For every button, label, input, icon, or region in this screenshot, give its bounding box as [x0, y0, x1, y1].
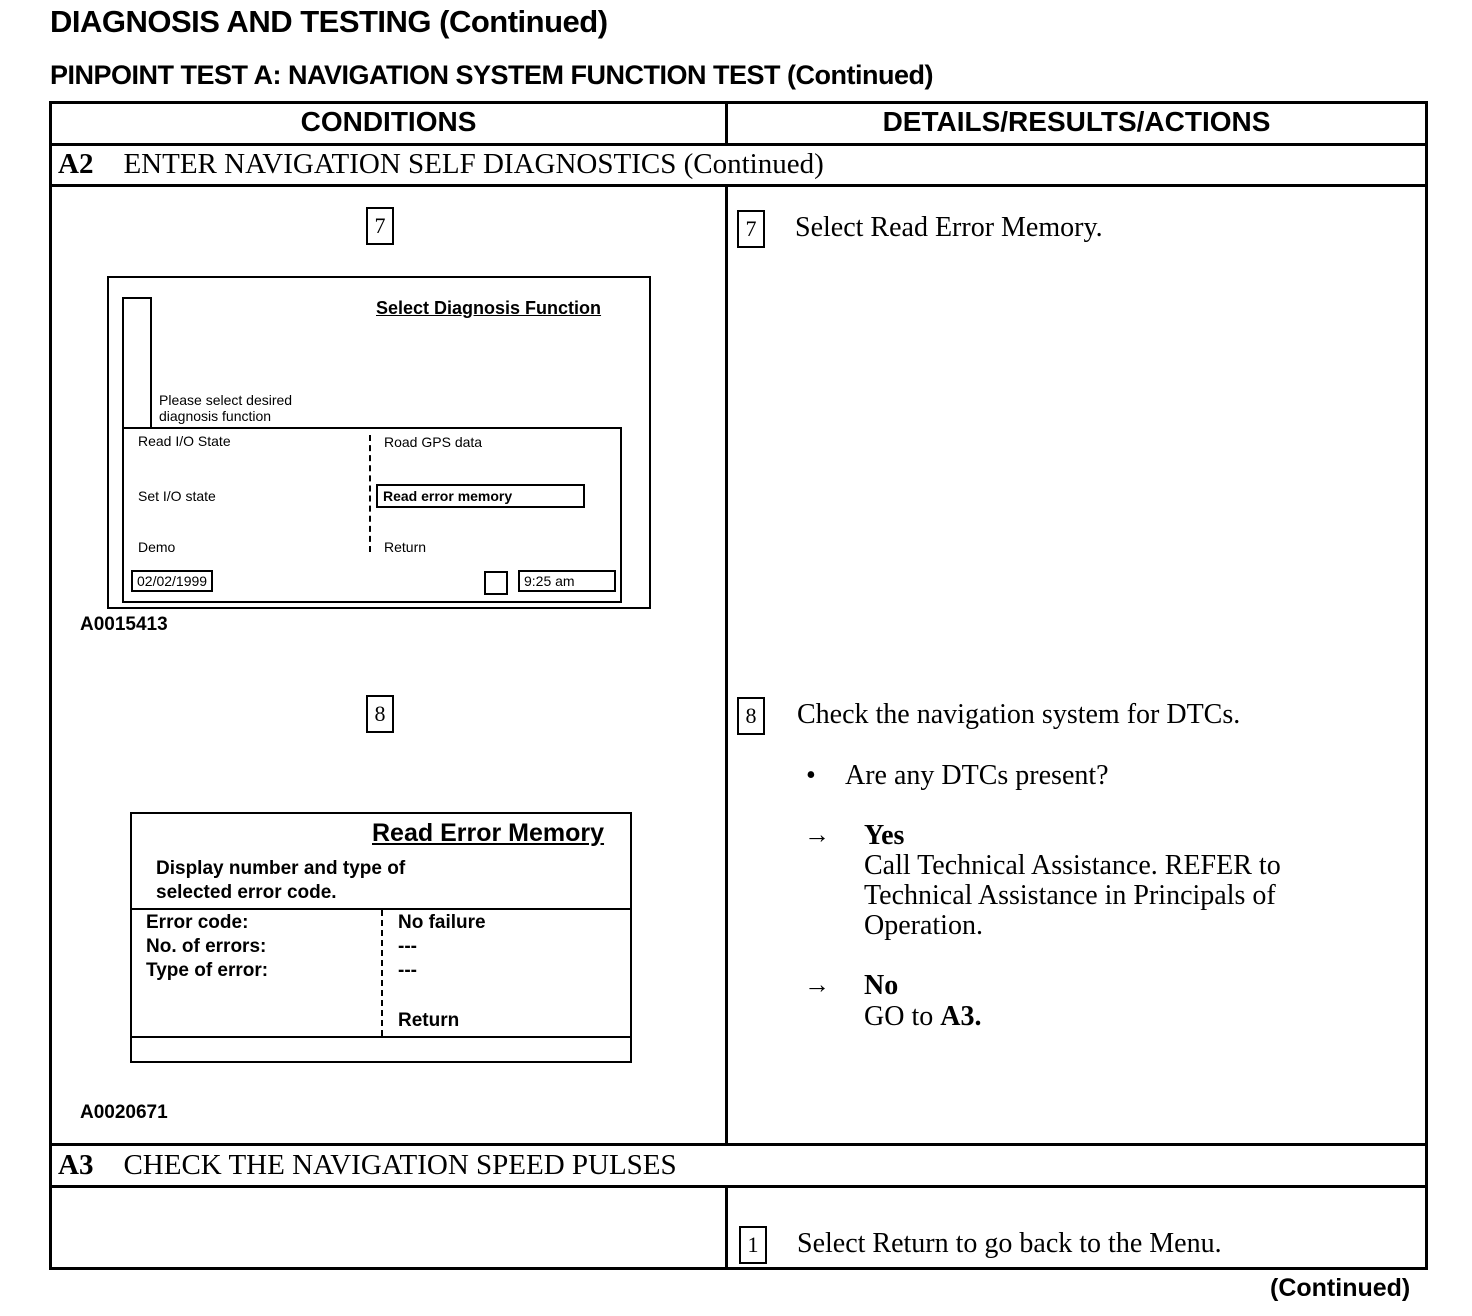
status-indicator-box [484, 571, 508, 595]
header-bottom-border [49, 143, 1428, 146]
time-display: 9:25 am [518, 570, 616, 592]
fig1-step-number: 7 [366, 207, 394, 245]
a2-row-bottom-border [49, 184, 1428, 187]
column-divider-a2 [725, 184, 728, 1146]
menu-item-road-gps-data[interactable]: Road GPS data [384, 434, 483, 450]
action-step7-number: 7 [737, 210, 765, 248]
step-a2-title: ENTER NAVIGATION SELF DIAGNOSTICS (Continued) [123, 148, 824, 180]
a3-row-top-border [49, 1143, 1428, 1146]
menu-item-read-error-memory[interactable]: Read error memory [376, 484, 585, 508]
menu-divider [369, 435, 371, 552]
screen-divider-bottom [132, 1036, 630, 1038]
no-text [864, 1001, 981, 1033]
no-label: No [864, 970, 899, 1001]
menu-item-return[interactable]: Return [384, 539, 427, 555]
screen-column-divider [381, 910, 383, 1036]
page-title: DIAGNOSIS AND TESTING (Continued) [50, 4, 608, 39]
step-a3-code: A3 [58, 1149, 94, 1181]
screen-prompt-line2: diagnosis function [159, 408, 272, 424]
fig1-figure-id: A0015413 [80, 614, 168, 635]
value-type-of-error: --- [398, 960, 417, 981]
screen-title: Select Diagnosis Function [376, 298, 602, 318]
table-top-border [49, 101, 1428, 104]
screen-prompt-line1: Please select desired [159, 392, 293, 408]
screen-title: Read Error Memory [372, 819, 605, 847]
a3-row-bottom-border [49, 1185, 1428, 1188]
action-step7-text: Select Read Error Memory. [795, 212, 1103, 243]
diagnosis-menu-panel [122, 427, 622, 603]
screen-side-bar [122, 297, 152, 429]
yes-text-line2: Technical Assistance in Principals of [864, 880, 1276, 911]
a3-step1-number: 1 [739, 1226, 767, 1264]
no-text-prefix: GO to [864, 1001, 941, 1032]
menu-item-read-io-state[interactable]: Read I/O State [138, 433, 231, 449]
read-error-memory-screen [130, 812, 632, 1063]
menu-item-demo[interactable]: Demo [138, 539, 176, 555]
fig2-step-number: 8 [366, 695, 394, 733]
no-text-ref[interactable]: A3. [940, 1001, 982, 1032]
step-a3-header [58, 1149, 677, 1182]
table-left-border [49, 101, 52, 1270]
column-header-details: DETAILS/RESULTS/ACTIONS [882, 106, 1271, 137]
table-right-border [1425, 101, 1428, 1270]
label-error-code: Error code: [146, 912, 249, 933]
test-title: PINPOINT TEST A: NAVIGATION SYSTEM FUNCTION TEST (Continued) [50, 60, 933, 90]
yes-label: Yes [864, 820, 905, 851]
label-number-of-errors: No. of errors: [146, 936, 267, 957]
a3-step1-text: Select Return to go back to the Menu. [797, 1228, 1222, 1259]
menu-item-set-io-state[interactable]: Set I/O state [138, 488, 216, 504]
column-header-conditions: CONDITIONS [300, 106, 477, 137]
action-step8-number: 8 [737, 697, 765, 735]
bullet-icon: • [806, 760, 816, 791]
return-button[interactable]: Return [398, 1010, 460, 1031]
action-step8-text: Check the navigation system for DTCs. [797, 699, 1241, 730]
date-display: 02/02/1999 [131, 570, 213, 592]
dtc-question: Are any DTCs present? [845, 760, 1109, 791]
select-diagnosis-screen [107, 276, 651, 609]
screen-desc-line1: Display number and type of [156, 858, 406, 879]
yes-text-line1: Call Technical Assistance. REFER to [864, 850, 1281, 881]
value-number-of-errors: --- [398, 936, 417, 957]
no-arrow-icon: → [804, 970, 830, 999]
label-type-of-error: Type of error: [146, 960, 269, 981]
table-bottom-border [49, 1267, 1428, 1270]
step-a2-header [58, 148, 824, 181]
screen-desc-line2: selected error code. [156, 882, 337, 903]
value-error-code: No failure [398, 912, 486, 933]
continued-label: (Continued) [1270, 1274, 1411, 1302]
step-a2-code: A2 [58, 148, 94, 180]
yes-text-line3: Operation. [864, 910, 983, 941]
yes-arrow-icon: → [804, 820, 830, 849]
column-divider-a3 [725, 1185, 728, 1270]
step-a3-title: CHECK THE NAVIGATION SPEED PULSES [123, 1149, 677, 1181]
fig2-figure-id: A0020671 [80, 1102, 168, 1123]
